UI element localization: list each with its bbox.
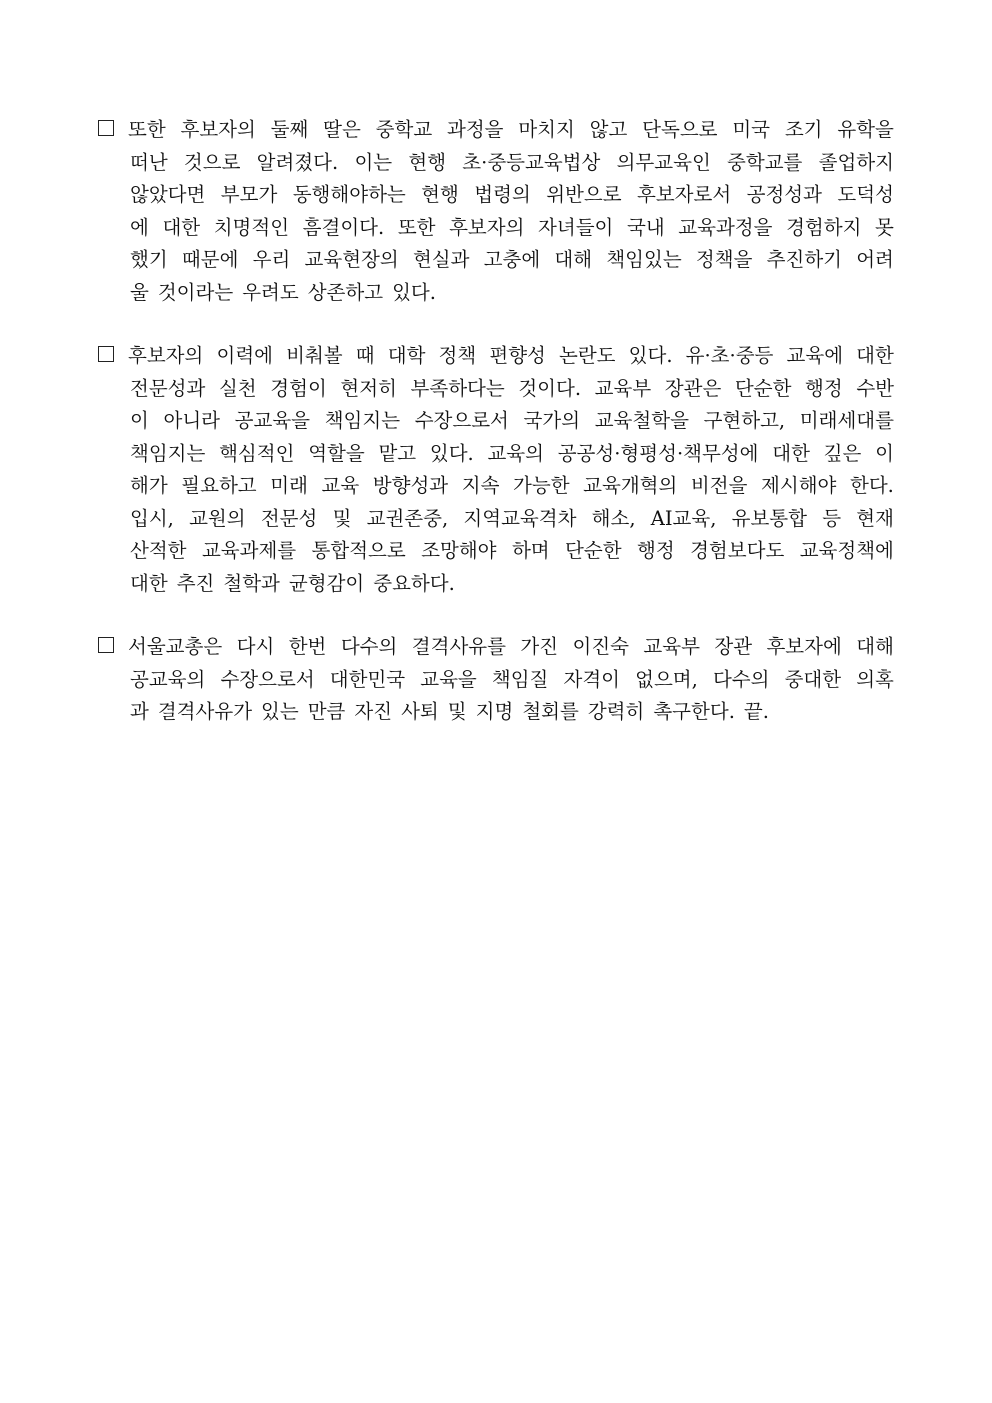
word: 해소, [591,506,636,530]
word: 교육철학을 [594,409,689,432]
word: 철회를 [522,700,579,723]
word: 의혹 [856,667,894,691]
word: 강력히 [587,700,645,723]
word: 끝. [743,700,769,723]
word: 떠난 [130,150,168,174]
checkbox-bullet-icon [98,346,114,362]
word: 현행 [421,183,459,206]
paragraph-line [98,664,894,697]
word: 편향성 [489,344,546,367]
word: 대해 [554,248,593,271]
word: 어려 [856,248,894,271]
word: 후보자의 [128,344,204,367]
paragraph-1 [98,114,894,309]
word: 중학교를 [727,150,803,174]
word: 교육과정을 [678,215,773,239]
word: 교육정책에 [799,539,894,562]
word: 자격이 [563,667,620,691]
word: 지속 [461,474,500,497]
word: 딸은 [323,118,361,141]
paragraph-line [98,277,894,310]
word: 후보자의 [449,215,525,239]
word: 않고 [589,118,628,141]
word: 대해 [856,635,894,658]
word: 이 [875,441,894,465]
word: 교육현장의 [304,248,399,271]
word: 자진 [354,700,393,723]
paragraph-line [98,696,894,729]
word: 미래 [270,474,308,497]
word: 동행해야하는 [292,183,406,206]
word: 중학교 [375,118,433,141]
word: 교육부 [594,376,652,400]
word: 과정을 [447,118,504,141]
paragraph-line [98,179,894,212]
word: 한번 [288,635,327,658]
word: 교원의 [189,506,246,530]
word: 마치지 [518,118,575,141]
word: 책임지는 [324,409,401,432]
word: 교육과제를 [201,539,297,562]
word: 이력에 [216,344,273,367]
word: 고충에 [483,248,541,271]
word: 유학을 [837,118,894,141]
word: 현저히 [340,376,397,400]
word: 지명 [475,700,514,723]
word: 초·중등교육법상 [462,150,601,174]
word: 추진 [176,571,215,595]
word: 논란도 [559,344,616,367]
word: 졸업하지 [818,150,894,174]
word: 미래세대를 [799,409,894,432]
word: 있다. [429,441,474,465]
word: 정책 [438,344,477,367]
word: 만큼 [307,700,346,723]
word: 후보자에 [766,635,842,658]
word: 국가의 [523,409,581,432]
paragraph-line [98,470,894,503]
word: 있다. [392,280,436,304]
word: 유보통합 [731,506,807,530]
paragraph-line [98,373,894,406]
word: 자녀들이 [538,215,614,239]
word: 대한민국 [329,667,406,691]
word: 필요하고 [181,474,257,497]
word: 법령의 [474,183,531,206]
word: 한다. [849,474,894,497]
word: 교육부 [643,635,700,658]
paragraph-2 [98,340,894,600]
word: 에 [130,215,149,239]
word: 등 [822,506,842,530]
word: 하며 [511,539,550,562]
word: 부모가 [220,183,278,206]
word: 대한 [130,571,168,595]
word: 단순한 [565,539,622,562]
word: 결격사유를 [411,635,506,658]
word: 과 [130,700,149,723]
word: 알려졌다. [256,150,339,174]
word: 촉구한다. [653,700,735,723]
word: 교육의 [487,441,544,465]
word: 장관은 [664,376,722,400]
word: 교육에 [786,344,844,367]
word: 정책을 [695,248,753,271]
checkbox-bullet-icon [98,120,114,136]
word: 중대한 [784,667,842,691]
word: 공공성·형평성·책무성에 [557,441,759,465]
word: 우려도 [242,280,299,304]
word: 추진하기 [766,248,842,271]
word: 조망해야 [421,539,497,562]
word: 장관 [714,635,753,658]
paragraph-line [98,503,894,536]
word: 행정 [636,539,675,562]
word: 경험하지 [786,215,862,239]
word: 것으로 [183,150,241,174]
word: 공교육을 [234,409,311,432]
word: 교육을 [420,667,477,691]
word: 울 [130,280,149,304]
word: 통합적으로 [311,539,406,562]
word: 없으며, [635,667,698,691]
word: 단독으로 [642,118,718,141]
word: 교육 [321,474,360,497]
word: 현행 [408,150,447,174]
word: 부족하다는 [410,376,505,400]
word: 우리 [252,248,291,271]
word: 책임지는 [130,441,206,465]
word: 수장으로서 [414,409,509,432]
word: 철학과 [223,571,280,595]
word: 공정성과 [746,183,822,206]
word: 못 [875,215,894,239]
word: 수반 [856,376,894,400]
word: 않았다면 [130,183,206,206]
word: 대한 [162,215,201,239]
word: 국내 [627,215,665,239]
word: 경험이 [270,376,327,400]
word: 가능한 [513,474,570,497]
word: AI교육, [650,506,717,530]
word: 다수의 [712,667,770,691]
word: 서울교총은 [128,635,223,658]
paragraph-line [98,535,894,568]
word: 것이라는 [157,280,234,304]
paragraph-line [98,114,894,147]
word: 이진숙 [572,635,629,658]
word: 다수의 [340,635,398,658]
paragraph-3 [98,631,894,729]
word: 이 [130,409,149,432]
word: 때 [355,344,375,367]
word: 상존하고 [307,280,384,304]
word: 도덕성 [837,183,894,206]
paragraph-text [128,114,894,147]
word: 해가 [130,474,168,497]
paragraph-line [98,631,894,664]
paragraph-line [98,340,894,373]
word: 교육개혁의 [583,474,678,497]
word: 균형감이 [288,571,365,595]
word: 핵심적인 [219,441,295,465]
word: 방향성과 [372,474,449,497]
word: 때문에 [181,248,239,271]
word: 아니라 [163,409,221,432]
word: 행정 [805,376,843,400]
paragraph-line [98,438,894,471]
word: 실천 [218,376,257,400]
word: 중요하다. [373,571,455,595]
word: 가진 [520,635,559,658]
word: 공교육의 [130,667,206,691]
word: 산적한 [130,539,187,562]
paragraph-text [128,631,894,664]
word: 조기 [784,118,823,141]
word: 유·초·중등 [685,344,774,367]
word: 또한 [397,215,436,239]
word: 있다. [628,344,673,367]
word: 대학 [387,344,426,367]
paragraph-text [128,340,894,373]
word: 단순한 [734,376,792,400]
word: 역할을 [308,441,365,465]
paragraph-line [98,147,894,180]
paragraph-line [98,568,894,601]
word: 전문성 [260,506,318,530]
word: 치명적인 [213,215,290,239]
word: 이는 [354,150,393,174]
word: 전문성과 [130,376,206,400]
word: 있는 [261,700,299,723]
word: 비전을 [690,474,748,497]
word: 위반으로 [546,183,622,206]
paragraph-line [98,244,894,277]
word: 둘째 [270,118,309,141]
word: 후보자의 [180,118,256,141]
word: 맡고 [378,441,417,465]
word: 입시, [130,506,174,530]
word: 책임있는 [606,248,682,271]
word: 수장으로서 [220,667,315,691]
word: 대한 [856,344,894,367]
word: 결격사유가 [157,700,253,723]
word: 흠결이다. [302,215,385,239]
checkbox-bullet-icon [98,637,114,653]
word: 및 [447,700,467,723]
word: 현실과 [412,248,470,271]
word: 대한 [772,441,810,465]
word: 깊은 [823,441,862,465]
word: 및 [332,506,352,530]
paragraph-line [98,405,894,438]
word: 했기 [130,248,168,271]
word: 교권존중, [366,506,449,530]
word: 구현하고, [703,409,786,432]
word: 비춰볼 [286,344,343,367]
word: 것이다. [518,376,582,400]
word: 미국 [732,118,771,141]
word: 사퇴 [401,700,439,723]
word: 현재 [856,506,894,530]
word: 책임질 [491,667,549,691]
word: 경험보다도 [690,539,785,562]
word: 지역교육격차 [463,506,577,530]
word: 후보자로서 [637,183,732,206]
word: 또한 [128,118,166,141]
word: 제시해야 [761,474,837,497]
word: 의무교육인 [616,150,711,174]
paragraph-line [98,212,894,245]
word: 다시 [236,635,275,658]
